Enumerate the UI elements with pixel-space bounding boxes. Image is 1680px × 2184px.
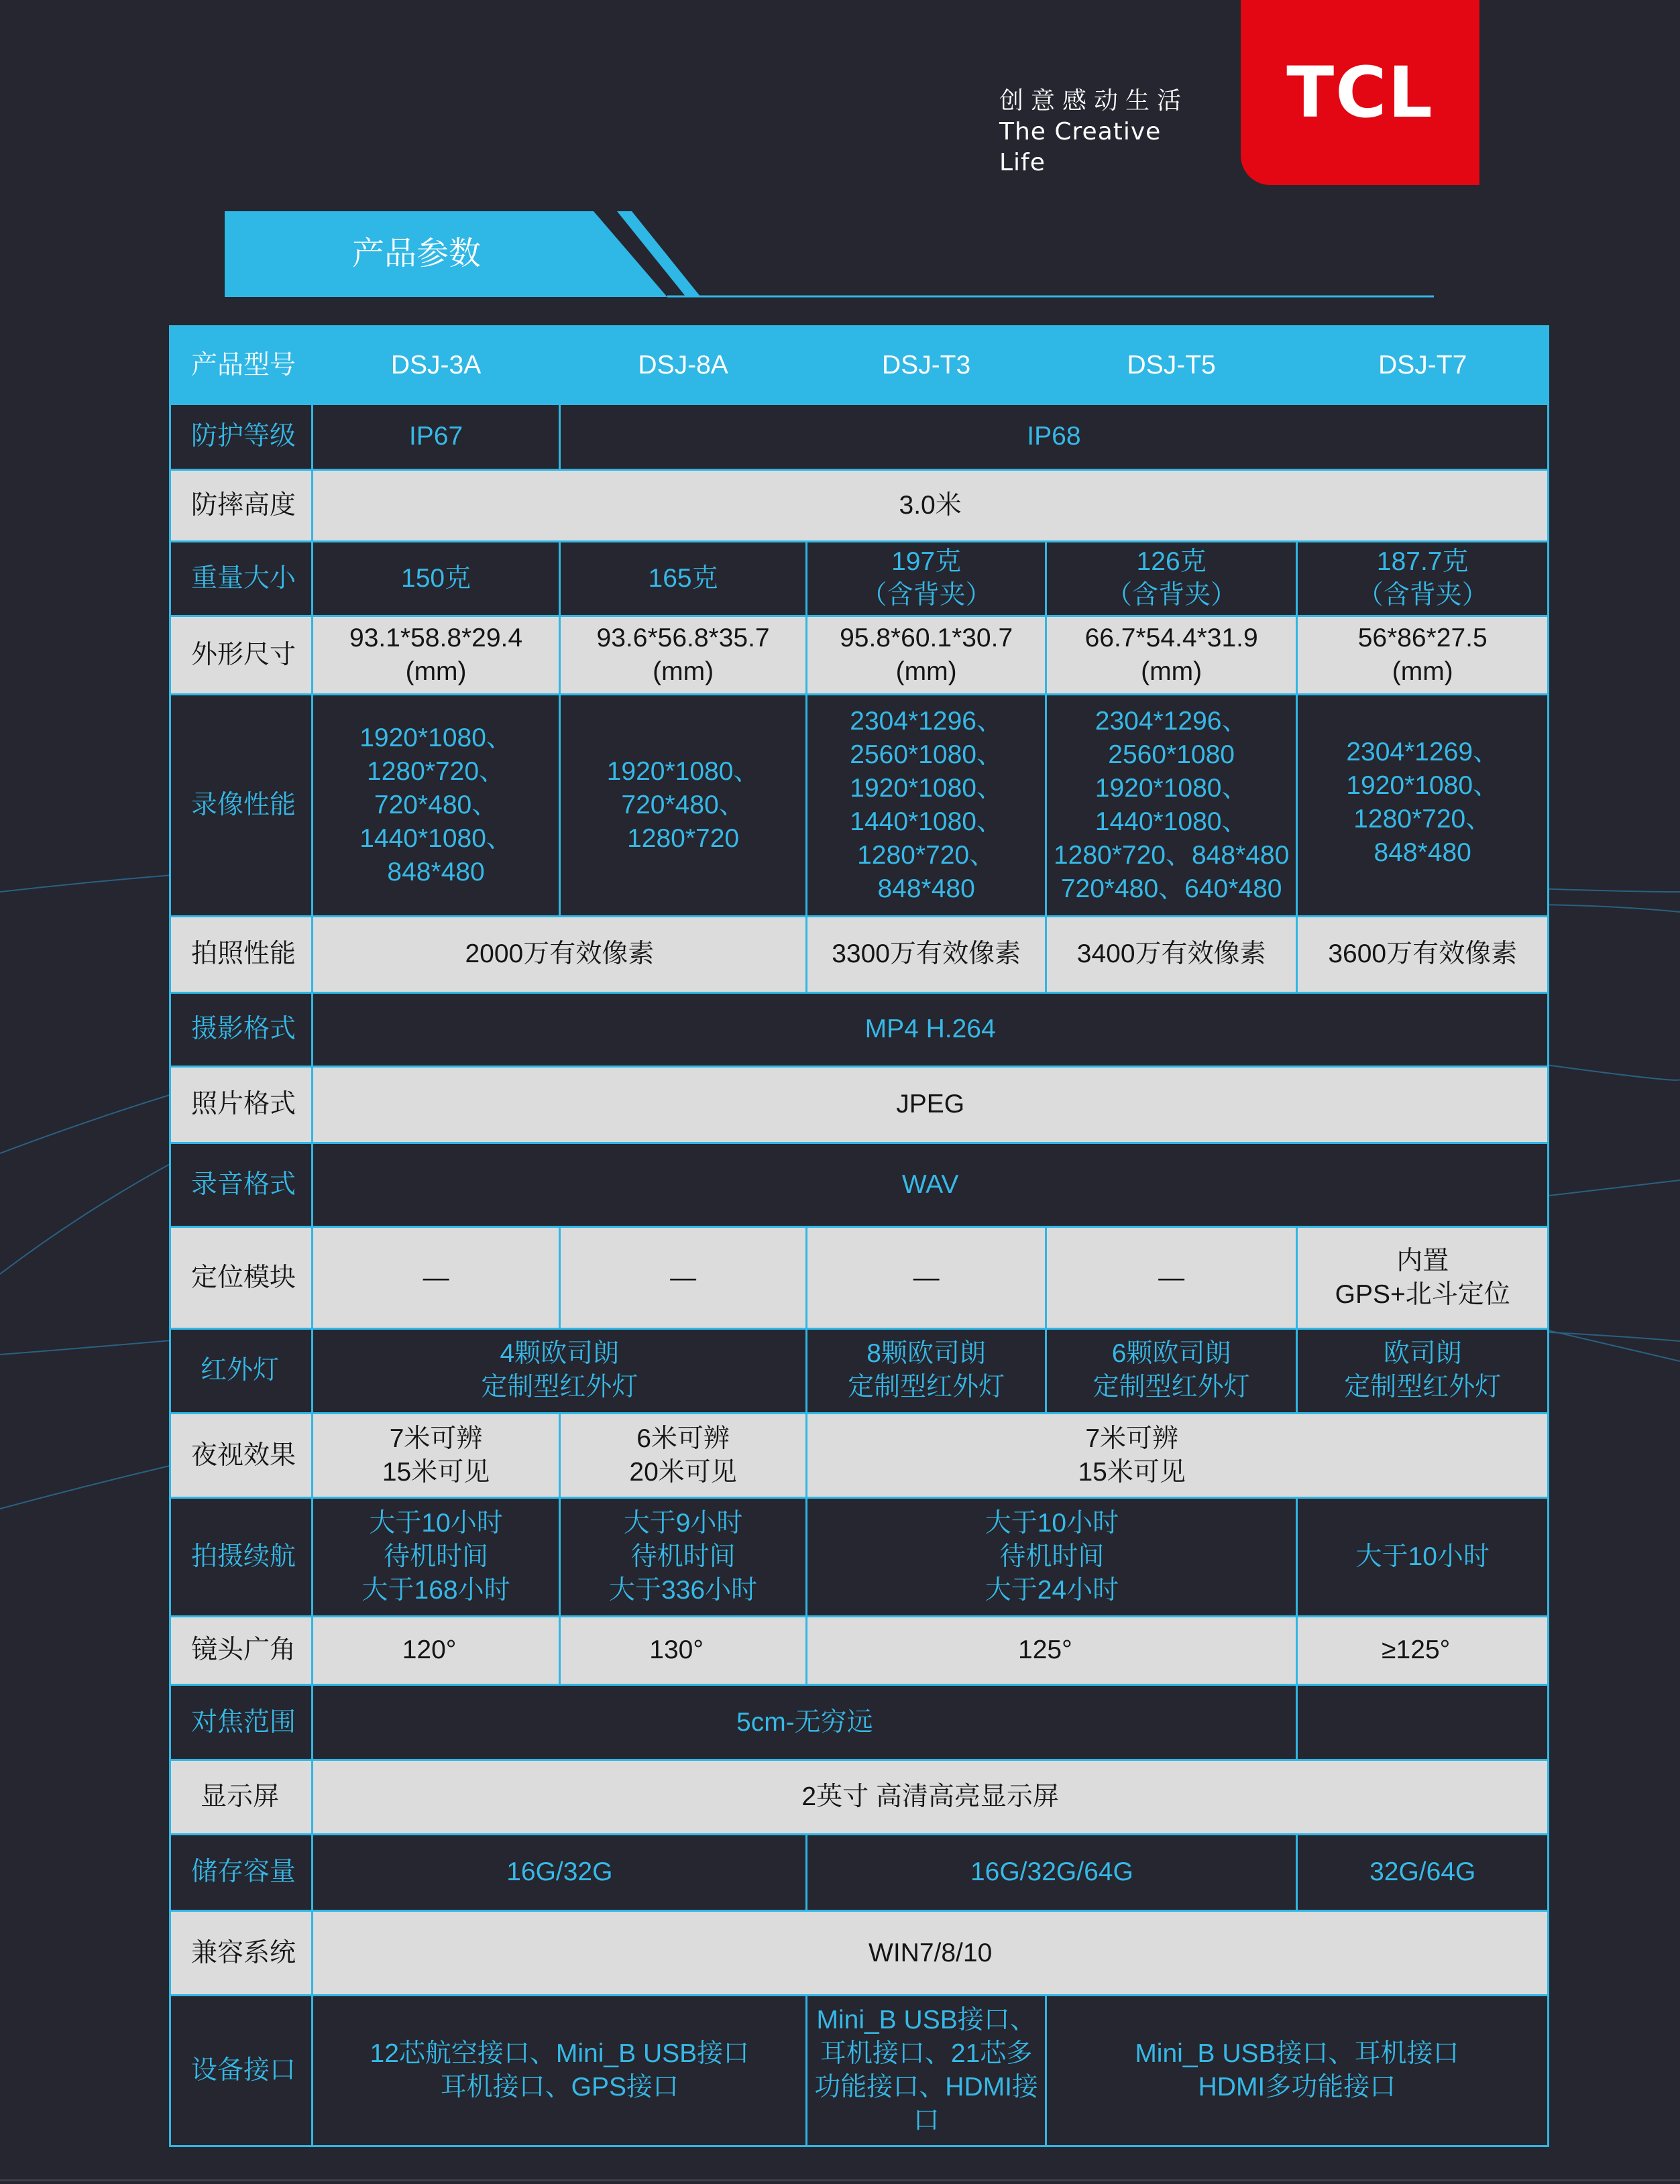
cell-line: 大于9小时 xyxy=(623,1509,743,1538)
cell-line: 1920*1080、 xyxy=(850,774,1003,803)
cell-line: 720*480、640*480 xyxy=(1060,874,1282,904)
slogan-chinese: 创意感动生活 xyxy=(999,87,1189,115)
cell-line: 耳机接口、GPS接口 xyxy=(440,2073,679,2102)
table-row xyxy=(170,1227,1549,1328)
table-row xyxy=(170,992,1549,1066)
section-title-banner xyxy=(225,211,667,297)
cell-line: 定制型红外灯 xyxy=(1093,1373,1250,1402)
tcl-logo xyxy=(1241,0,1479,185)
cell-line: 1280*720、 xyxy=(857,841,996,870)
row-label: 录音格式 xyxy=(170,1143,313,1227)
cell-line: 7米可辨 xyxy=(1085,1424,1179,1453)
table-cell xyxy=(313,1328,807,1413)
table-cell: 32G/64G xyxy=(1297,1834,1549,1910)
table-row xyxy=(170,404,1549,469)
row-label: 兼容系统 xyxy=(170,1910,313,1995)
table-cell: — xyxy=(559,1227,807,1328)
cell-line: 187.7克 xyxy=(1376,547,1469,576)
table-cell: WIN7/8/10 xyxy=(313,1910,1549,1995)
cell-line: 2560*1080 xyxy=(1108,740,1235,770)
table-row xyxy=(170,695,1549,917)
spec-table xyxy=(169,325,1549,2147)
table-cell xyxy=(559,695,807,917)
table-cell: ≥125° xyxy=(1297,1616,1549,1684)
table-cell: 5cm-无穷远 xyxy=(313,1685,1297,1760)
model-dsj-t3: DSJ-T3 xyxy=(807,327,1046,404)
table-cell xyxy=(807,695,1046,917)
cell-line: 4颗欧司朗 xyxy=(500,1339,620,1369)
model-dsj-t7: DSJ-T7 xyxy=(1297,327,1549,404)
table-row xyxy=(170,1834,1549,1910)
row-label: 重量大小 xyxy=(170,541,313,616)
cell-line: （含背夹） xyxy=(1357,580,1488,610)
table-cell xyxy=(1046,1328,1297,1413)
table-cell xyxy=(559,616,807,695)
cell-line: 1440*1080、 xyxy=(359,824,512,854)
cell-line: 内置 xyxy=(1396,1246,1449,1275)
table-cell xyxy=(1046,695,1297,917)
cell-line: (mm) xyxy=(405,657,467,687)
table-cell: MP4 H.264 xyxy=(313,992,1549,1066)
row-label: 外形尺寸 xyxy=(170,616,313,695)
cell-line: 720*480、 xyxy=(621,791,745,820)
table-row xyxy=(170,1066,1549,1143)
cell-line: 大于10小时 xyxy=(369,1509,503,1538)
cell-line: 6米可辨 xyxy=(636,1424,730,1453)
cell-line: 1280*720、848*480 xyxy=(1053,841,1290,870)
cell-line: 12芯航空接口、Mini_B USB接口 xyxy=(370,2039,750,2069)
cell-line: 口 xyxy=(913,2106,940,2136)
table-cell: 16G/32G/64G xyxy=(807,1834,1297,1910)
cell-line: 1280*720、 xyxy=(1353,805,1492,834)
model-dsj-t5: DSJ-T5 xyxy=(1046,327,1297,404)
cell-line: Mini_B USB接口、 xyxy=(816,2006,1036,2035)
slogan-english: The Creative Life xyxy=(999,118,1162,176)
cell-line: 93.6*56.8*35.7 xyxy=(596,624,770,653)
cell-line: 1920*1080、 xyxy=(606,757,760,787)
cell-line: 1280*720 xyxy=(627,824,740,854)
cell-line: 功能接口、HDMI接 xyxy=(814,2073,1038,2102)
table-row xyxy=(170,1996,1549,2146)
table-cell: WAV xyxy=(313,1143,1549,1227)
table-row xyxy=(170,917,1549,992)
cell-line: 1920*1080、 xyxy=(1095,774,1248,803)
row-label: 设备接口 xyxy=(170,1996,313,2146)
cell-line: 定制型红外灯 xyxy=(1344,1373,1502,1402)
table-cell: 120° xyxy=(313,1616,560,1684)
row-label: 照片格式 xyxy=(170,1066,313,1143)
cell-line: 1440*1080、 xyxy=(1095,807,1248,837)
row-label: 夜视效果 xyxy=(170,1414,313,1498)
bottom-divider xyxy=(0,2179,1680,2181)
table-cell: IP67 xyxy=(313,404,560,469)
table-row xyxy=(170,1143,1549,1227)
cell-line: 56*86*27.5 xyxy=(1357,624,1488,653)
cell-line: 待机时间 xyxy=(630,1542,736,1572)
table-cell xyxy=(1297,695,1549,917)
cell-line: 2560*1080、 xyxy=(850,740,1003,770)
row-label: 录像性能 xyxy=(170,695,313,917)
cell-line: 93.1*58.8*29.4 xyxy=(349,624,523,653)
cell-line: 2304*1269、 xyxy=(1346,738,1500,767)
cell-line: 720*480、 xyxy=(374,791,498,820)
table-cell xyxy=(807,1498,1297,1616)
cell-line: 7米可辨 xyxy=(389,1424,483,1453)
row-label: 对焦范围 xyxy=(170,1685,313,1760)
cell-line: 95.8*60.1*30.7 xyxy=(840,624,1013,653)
cell-line: 欧司朗 xyxy=(1383,1339,1462,1369)
table-cell: IP68 xyxy=(559,404,1548,469)
cell-line: (mm) xyxy=(653,657,714,687)
cell-line: 定制型红外灯 xyxy=(481,1373,638,1402)
cell-line: GPS+北斗定位 xyxy=(1335,1279,1510,1309)
cell-line: 1920*1080、 xyxy=(1346,771,1500,801)
table-cell xyxy=(1297,541,1549,616)
table-row xyxy=(170,1760,1549,1834)
row-label: 储存容量 xyxy=(170,1834,313,1910)
cell-line: 1440*1080、 xyxy=(850,807,1003,837)
table-cell xyxy=(559,1414,807,1498)
table-cell: 130° xyxy=(559,1616,807,1684)
table-cell xyxy=(313,616,560,695)
section-title: 产品参数 xyxy=(352,235,482,272)
table-cell: 3400万有效像素 xyxy=(1046,917,1297,992)
table-cell: 16G/32G xyxy=(313,1834,807,1910)
table-cell: — xyxy=(313,1227,560,1328)
row-label: 防摔高度 xyxy=(170,469,313,541)
cell-line: （含背夹） xyxy=(860,580,992,610)
table-cell: 165克 xyxy=(559,541,807,616)
cell-line: 待机时间 xyxy=(384,1542,489,1572)
table-cell xyxy=(313,695,560,917)
table-cell xyxy=(1046,541,1297,616)
row-label: 摄影格式 xyxy=(170,992,313,1066)
cell-line: Mini_B USB接口、耳机接口 xyxy=(1135,2039,1459,2069)
table-row xyxy=(170,616,1549,695)
cell-line: （含背夹） xyxy=(1106,580,1237,610)
cell-line: 大于24小时 xyxy=(985,1576,1119,1605)
cell-line: 2304*1296、 xyxy=(850,707,1003,736)
row-label: 防护等级 xyxy=(170,404,313,469)
row-label: 显示屏 xyxy=(170,1760,313,1834)
table-cell xyxy=(807,616,1046,695)
row-label: 产品型号 xyxy=(170,327,313,404)
table-cell xyxy=(807,541,1046,616)
table-cell xyxy=(313,1414,560,1498)
table-cell: 125° xyxy=(807,1616,1297,1684)
table-cell: — xyxy=(807,1227,1046,1328)
cell-line: 848*480 xyxy=(387,858,485,887)
cell-line: 1280*720、 xyxy=(367,757,506,787)
cell-line: 848*480 xyxy=(1374,838,1471,868)
row-label: 镜头广角 xyxy=(170,1616,313,1684)
row-label: 拍照性能 xyxy=(170,917,313,992)
cell-line: 大于10小时 xyxy=(985,1509,1119,1538)
table-cell xyxy=(313,1996,807,2146)
table-row xyxy=(170,1498,1549,1616)
table-cell xyxy=(807,1328,1046,1413)
table-row xyxy=(170,327,1549,404)
model-dsj-8a: DSJ-8A xyxy=(559,327,807,404)
tcl-logo-text: TCL xyxy=(1286,52,1434,133)
table-cell: 2000万有效像素 xyxy=(313,917,807,992)
cell-line: 待机时间 xyxy=(999,1542,1105,1572)
table-cell xyxy=(559,1498,807,1616)
cell-line: (mm) xyxy=(1392,657,1453,687)
cell-line: 848*480 xyxy=(877,874,975,904)
row-label: 定位模块 xyxy=(170,1227,313,1328)
model-dsj-3a: DSJ-3A xyxy=(313,327,560,404)
table-cell xyxy=(313,1498,560,1616)
cell-line: 2304*1296、 xyxy=(1095,707,1248,736)
table-cell xyxy=(1297,616,1549,695)
table-cell: — xyxy=(1046,1227,1297,1328)
cell-line: HDMI多功能接口 xyxy=(1198,2073,1396,2102)
table-cell: 3.0米 xyxy=(313,469,1549,541)
table-row xyxy=(170,1414,1549,1498)
table-cell xyxy=(1297,1685,1549,1760)
cell-line: 6颗欧司朗 xyxy=(1111,1339,1231,1369)
table-cell xyxy=(1297,1227,1549,1328)
table-cell: 150克 xyxy=(313,541,560,616)
cell-line: 20米可见 xyxy=(629,1457,737,1487)
table-cell xyxy=(807,1414,1549,1498)
cell-line: (mm) xyxy=(895,657,957,687)
cell-line: 大于336小时 xyxy=(609,1576,758,1605)
cell-line: 197克 xyxy=(891,547,962,576)
cell-line: 耳机接口、21芯多 xyxy=(820,2039,1033,2069)
cell-line: 66.7*54.4*31.9 xyxy=(1084,624,1258,653)
cell-line: 8颗欧司朗 xyxy=(866,1339,986,1369)
table-row xyxy=(170,1685,1549,1760)
brand-slogan xyxy=(999,86,1200,178)
cell-line: (mm) xyxy=(1141,657,1202,687)
cell-line: 1920*1080、 xyxy=(359,724,512,753)
cell-line: 15米可见 xyxy=(382,1457,490,1487)
table-cell xyxy=(1046,1996,1548,2146)
cell-line: 15米可见 xyxy=(1078,1457,1186,1487)
table-cell: 3600万有效像素 xyxy=(1297,917,1549,992)
table-row xyxy=(170,1328,1549,1413)
table-cell: 3300万有效像素 xyxy=(807,917,1046,992)
cell-line: 大于168小时 xyxy=(361,1576,510,1605)
table-cell: 2英寸 高清高亮显示屏 xyxy=(313,1760,1549,1834)
table-cell: 大于10小时 xyxy=(1297,1498,1549,1616)
row-label: 红外灯 xyxy=(170,1328,313,1413)
table-cell: JPEG xyxy=(313,1066,1549,1143)
table-row xyxy=(170,469,1549,541)
table-row xyxy=(170,1616,1549,1684)
table-cell xyxy=(1297,1328,1549,1413)
table-row xyxy=(170,541,1549,616)
table-cell xyxy=(807,1996,1046,2146)
row-label: 拍摄续航 xyxy=(170,1498,313,1616)
table-cell xyxy=(1046,616,1297,695)
table-row xyxy=(170,1910,1549,1995)
cell-line: 定制型红外灯 xyxy=(848,1373,1005,1402)
cell-line: 126克 xyxy=(1136,547,1207,576)
